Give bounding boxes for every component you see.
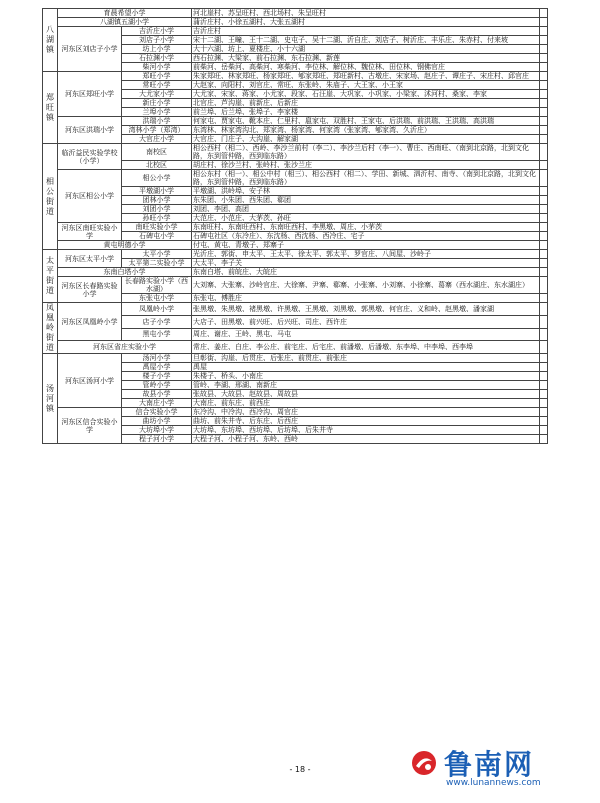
school-name: 育晨希望小学 xyxy=(58,9,192,18)
empty-cell xyxy=(540,241,548,250)
area-cell: 东冷沟、中冷沟、西冷沟、周官庄 xyxy=(192,408,540,417)
area-cell: 大赵家、向阳村、刘官庄、常旺、东张岭、朱庙子、大王家、小王家 xyxy=(192,81,540,90)
area-cell: 常庄、姜庄、白庄、李公庄、前宅庄、后宅庄、前潘墩、后潘墩、东李埠、中李埠、西李埠 xyxy=(192,341,540,354)
table-row xyxy=(43,27,548,36)
empty-cell xyxy=(540,259,548,268)
school-group-name: 河东区刘店子小学 xyxy=(58,27,122,72)
area-cell: 东南旺村、东南旺西村、东南旺西村、李黑墩、周庄、小茅茨 xyxy=(192,223,540,232)
area-cell: 平墩湖、洪岭埠、安子林 xyxy=(192,187,540,196)
school-group-name: 河东区太平小学 xyxy=(58,250,122,268)
empty-cell xyxy=(540,232,548,241)
empty-cell xyxy=(540,354,548,363)
lunannews-logo xyxy=(410,743,590,793)
empty-cell xyxy=(540,126,548,135)
school-name: 吉沂庄小学 xyxy=(122,27,192,36)
area-cell: 管岭、李湖、邢湖、南新庄 xyxy=(192,381,540,390)
empty-cell xyxy=(540,108,548,117)
town-cell xyxy=(43,9,58,72)
school-group-name: 河东区省庄实验小学 xyxy=(58,341,192,354)
area-cell: 大官庄、门庄子、大沟崖、解家湖 xyxy=(192,135,540,144)
empty-cell xyxy=(540,341,548,354)
school-name: 故县小学 xyxy=(122,390,192,399)
empty-cell xyxy=(540,45,548,54)
area-cell: 大太平、李子关 xyxy=(192,259,540,268)
area-cell: 何家屯、贾家屯、靴本庄、仁里村、扈家屯、双胜村、王家屯、后洪瑞、前洪瑞、王洪瑞、高洪瑞 xyxy=(192,117,540,126)
school-name: 曲坊小学 xyxy=(122,417,192,426)
town-cell xyxy=(43,250,58,303)
area-cell: 光沂庄、郭街、申太平、王太平、徐太平、郭太平、罗官庄、八间屋、沙岭子 xyxy=(192,250,540,259)
school-name: 大尤家小学 xyxy=(122,90,192,99)
table-row xyxy=(43,303,548,316)
school-name: 平墩湖小学 xyxy=(122,187,192,196)
table-row xyxy=(43,341,548,354)
school-name: 坊上小学 xyxy=(122,45,192,54)
area-cell: 东张屯、傅胜庄 xyxy=(192,294,540,303)
school-name: 郑旺小学 xyxy=(122,72,192,81)
school-name: 南校区 xyxy=(122,144,192,161)
school-group-name: 河东区南旺实验小学 xyxy=(58,223,122,241)
area-cell: 刘团、李团、高团 xyxy=(192,205,540,214)
table-row xyxy=(43,72,548,81)
town-name: 郑旺镇 xyxy=(46,92,54,122)
empty-cell xyxy=(540,170,548,187)
school-group-name: 河东区凤凰岭小学 xyxy=(58,303,122,341)
lunan-logo-icon xyxy=(410,749,438,777)
school-name: 团林小学 xyxy=(122,196,192,205)
school-name: 东张屯小学 xyxy=(122,294,192,303)
empty-cell xyxy=(540,294,548,303)
empty-cell xyxy=(540,18,548,27)
area-cell: 前兰埠、后兰埠、张埠子、李家楼 xyxy=(192,108,540,117)
school-name: 楼子小学 xyxy=(122,372,192,381)
school-name: 刘团小学 xyxy=(122,205,192,214)
empty-cell xyxy=(540,372,548,381)
table-row xyxy=(43,144,548,161)
empty-cell xyxy=(540,435,548,444)
table-row xyxy=(43,268,548,277)
logo-url: www.lunannews.com xyxy=(446,778,541,788)
school-group-name: 临沂益民实验学校（小学） xyxy=(58,144,122,170)
school-name: 湾林小学（郑湾） xyxy=(122,126,192,135)
school-name: 太平第二实验小学 xyxy=(122,259,192,268)
area-cell: 大程子河、小程子河、东岭、西岭 xyxy=(192,435,540,444)
town-cell xyxy=(43,72,58,144)
empty-cell xyxy=(540,417,548,426)
area-cell: 付屯、黄屯、青墩子、郑寨子 xyxy=(192,241,540,250)
school-name: 凤凰岭小学 xyxy=(122,303,192,316)
area-cell: 大十六湖、坊上、夏楼庄、小十六湖 xyxy=(192,45,540,54)
school-name: 店子小学 xyxy=(122,315,192,328)
school-name: 汤河小学 xyxy=(122,354,192,363)
empty-cell xyxy=(540,390,548,399)
school-name: 大坊埠小学 xyxy=(122,426,192,435)
area-cell: 张黑墩、朱黑墩、褚黑墩、许黑墩、王黑墩、刘黑墩、郭黑墩、何官庄、义和岭、赵黑墩、潘家湖 xyxy=(192,303,540,316)
area-cell: 大尤家、宋家、蒋家、小尤家、段家、石汪崖、大巩家、小巩家、小梁家、沭河村、桑家、李家 xyxy=(192,90,540,99)
school-name: 石拉渊小学 xyxy=(122,54,192,63)
empty-cell xyxy=(540,63,548,72)
school-name: 管岭小学 xyxy=(122,381,192,390)
school-name: 柴河小学 xyxy=(122,63,192,72)
table-row xyxy=(43,354,548,363)
empty-cell xyxy=(540,250,548,259)
empty-cell xyxy=(540,315,548,328)
table-row xyxy=(43,241,548,250)
empty-cell xyxy=(540,144,548,161)
school-name: 洪瑞小学 xyxy=(122,117,192,126)
table-row xyxy=(43,9,548,18)
area-cell: 禹屋 xyxy=(192,363,540,372)
area-cell: 周庄、谢庄、王岭、黑屯、马屯 xyxy=(192,328,540,341)
area-cell: 大南庄、前东庄、前西庄 xyxy=(192,399,540,408)
school-name: 北校区 xyxy=(122,161,192,170)
town-name: 凤凰岭街道 xyxy=(46,303,54,352)
empty-cell xyxy=(540,205,548,214)
table-row xyxy=(43,408,548,417)
school-name: 黑屯小学 xyxy=(122,328,192,341)
empty-cell xyxy=(540,135,548,144)
area-cell: 大坊埠、东坊埠、西坊埠、后坊埠、后朱井寺 xyxy=(192,426,540,435)
empty-cell xyxy=(540,408,548,417)
school-group-name: 河东区汤河小学 xyxy=(58,354,122,408)
empty-cell xyxy=(540,161,548,170)
area-cell: 旦彰街、沟崖、后贯庄、后张庄、前贯庄、前张庄 xyxy=(192,354,540,363)
town-name: 八湖镇 xyxy=(46,25,54,54)
school-name: 东南白塔小学 xyxy=(58,268,192,277)
area-cell: 相公西村（相二）、西岭、李沙兰前村（李二）、李沙兰后村（李一）、曹庄、西南旺、（南到北京路，北到文化路，东到管仲路，西到临东路） xyxy=(192,144,540,161)
empty-cell xyxy=(540,223,548,232)
empty-cell xyxy=(540,187,548,196)
school-name: 程子河小学 xyxy=(122,435,192,444)
area-cell: 大店子、田黑墩、前兴旺、后兴旺、司庄、西许庄 xyxy=(192,315,540,328)
school-group-name: 河东区信合实验小学 xyxy=(58,408,122,444)
school-name: 新庄小学 xyxy=(122,99,192,108)
table-row xyxy=(43,250,548,259)
town-name: 相公街道 xyxy=(46,176,54,216)
school-name: 石碑屯小学 xyxy=(122,232,192,241)
school-district-table xyxy=(42,8,548,444)
area-cell: 前柴河、岳柴河、高柴河、寒柴河、李位林、解位林、魏位林、田位林、钢佛官庄 xyxy=(192,63,540,72)
area-cell: 相公东村（相一）、相公中村（相三）、相公西村（相二）、学田、新城、泗沂村、南寺、（南到北京路，北到文化路，东到管仲路，西到临东路） xyxy=(192,170,540,187)
school-name: 兰埠小学 xyxy=(122,108,192,117)
empty-cell xyxy=(540,81,548,90)
empty-cell xyxy=(540,9,548,18)
school-name: 孙旺小学 xyxy=(122,214,192,223)
area-cell: 大范庄、小范庄、大茅茨、孙旺 xyxy=(192,214,540,223)
school-name: 长春路实验小学（西水湖） xyxy=(122,277,192,294)
area-cell: 曲坊、前朱井寺、后东庄、后西庄 xyxy=(192,417,540,426)
school-group-name: 河东区长春路实验小学 xyxy=(58,277,122,303)
town-name: 太平街道 xyxy=(46,256,54,295)
area-cell: 东南白塔、前皖庄、大皖庄 xyxy=(192,268,540,277)
empty-cell xyxy=(540,381,548,390)
empty-cell xyxy=(540,90,548,99)
area-cell: 吉沂庄村 xyxy=(192,27,540,36)
school-name: 大南庄小学 xyxy=(122,399,192,408)
page-number: - 18 - xyxy=(289,765,311,774)
area-cell: 宋十二湖、王疃、王十二湖、史屯子、吴十二湖、沂自庄、刘店子、树沂庄、丰乐庄、朱赤村、付来坡 xyxy=(192,36,540,45)
school-name: 黄屯明德小学 xyxy=(58,241,192,250)
area-cell: 朱楼子、桥头、小南庄 xyxy=(192,372,540,381)
logo-title: 鲁南网 xyxy=(444,748,535,781)
empty-cell xyxy=(540,117,548,126)
school-group-name: 河东区郑旺小学 xyxy=(58,72,122,117)
area-cell: 北官庄、芦沟崖、前新庄、后新庄 xyxy=(192,99,540,108)
empty-cell xyxy=(540,214,548,223)
table-row xyxy=(43,277,548,294)
school-group-name: 河东区洪瑞小学 xyxy=(58,117,122,144)
empty-cell xyxy=(540,399,548,408)
empty-cell xyxy=(540,99,548,108)
school-name: 太平小学 xyxy=(122,250,192,259)
town-cell xyxy=(43,303,58,354)
empty-cell xyxy=(540,277,548,294)
area-cell: 张故县、大故县、赵故县、周故县 xyxy=(192,390,540,399)
empty-cell xyxy=(540,27,548,36)
area-cell: 朱家郑旺、林家郑旺、杨家郑旺、郇家郑旺、郑旺新村、古墩庄、宋家场、赵庄子、谭庄子、宋庄村、邱官庄 xyxy=(192,72,540,81)
town-cell xyxy=(43,144,58,250)
empty-cell xyxy=(540,54,548,63)
school-name: 信合实验小学 xyxy=(122,408,192,417)
table-row xyxy=(43,170,548,187)
empty-cell xyxy=(540,363,548,372)
empty-cell xyxy=(540,328,548,341)
area-cell: 蒲沂庄村、小徐五湖村、大张五湖村 xyxy=(192,18,540,27)
empty-cell xyxy=(540,36,548,45)
empty-cell xyxy=(540,426,548,435)
school-name: 禹屋小学 xyxy=(122,363,192,372)
empty-cell xyxy=(540,72,548,81)
school-name: 相公小学 xyxy=(122,170,192,187)
table-row xyxy=(43,117,548,126)
school-name: 常旺小学 xyxy=(122,81,192,90)
area-cell: 西石拉渊、大梁家、前石拉渊、东石拉渊、新莲 xyxy=(192,54,540,63)
school-group-name: 河东区相公小学 xyxy=(58,170,122,223)
area-cell: 东朱团、小朱团、西朱团、郗团 xyxy=(192,196,540,205)
school-name: 大官庄小学 xyxy=(122,135,192,144)
area-cell: 胡庄村、徐沙兰村、张岭村、张沙兰庄 xyxy=(192,161,540,170)
school-name: 刘店子小学 xyxy=(122,36,192,45)
area-cell: 石碑屯社区（东冷庄）、东沈杨、西沈杨、西冷庄、宅子 xyxy=(192,232,540,241)
table-row xyxy=(43,18,548,27)
area-cell: 河北崖村、苏呈旺村、西北场村、朱呈旺村 xyxy=(192,9,540,18)
empty-cell xyxy=(540,268,548,277)
school-name: 八湖镇五湖小学 xyxy=(58,18,192,27)
school-name: 南旺实验小学 xyxy=(122,223,192,232)
table-row xyxy=(43,223,548,232)
empty-cell xyxy=(540,196,548,205)
town-name: 汤河镇 xyxy=(46,383,54,413)
area-cell: 东湾林、林家湾沟北、郑家湾、杨家湾、何家湾（张家湾、郇家湾、久沂庄） xyxy=(192,126,540,135)
area-cell: 大刘寨、大张寨、沙岭官庄、大徐寨、尹寨、郗寨、小张寨、小刘寨、小徐寨、葛寨（西水湖庄、东水湖庄） xyxy=(192,277,540,294)
empty-cell xyxy=(540,303,548,316)
town-cell xyxy=(43,354,58,444)
